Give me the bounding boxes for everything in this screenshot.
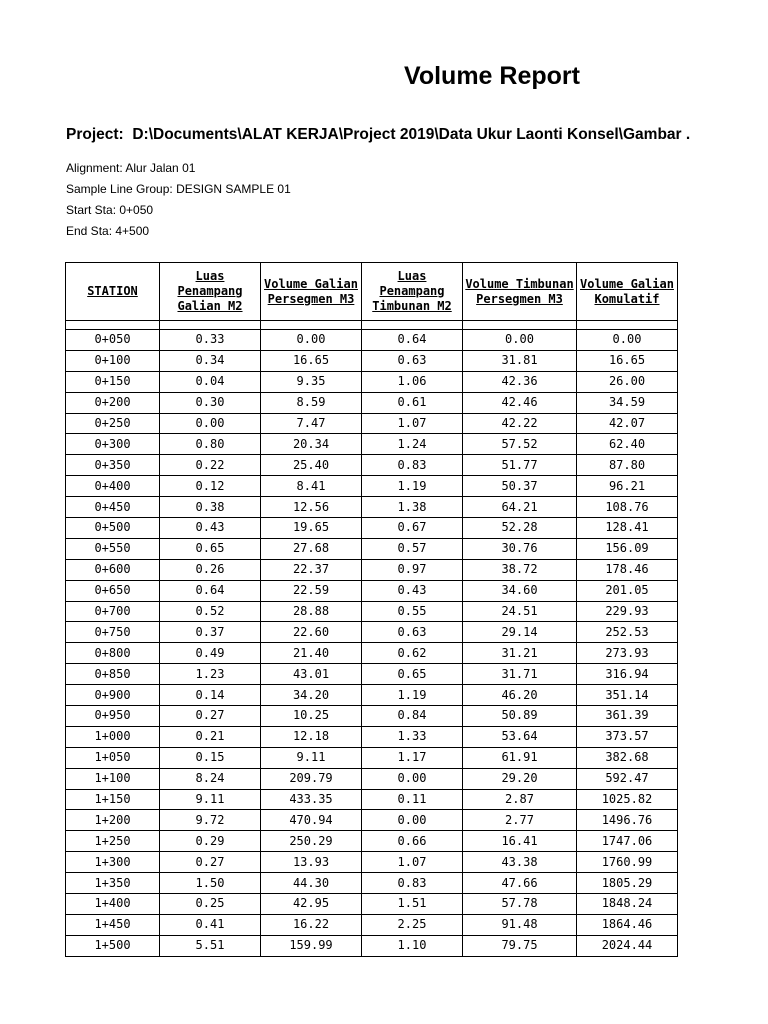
- cell-luas-timbunan: 0.83: [362, 873, 463, 894]
- cell-luas-timbunan: 0.64: [362, 330, 463, 351]
- cell-luas-timbunan: 0.11: [362, 789, 463, 810]
- cell-luas-timbunan: 0.57: [362, 538, 463, 559]
- table-row: [66, 434, 678, 455]
- cell-luas-timbunan: 0.63: [362, 350, 463, 371]
- cell-luas-galian: 0.27: [160, 706, 261, 727]
- cell-volume-komulatif: 178.46: [577, 559, 678, 580]
- cell-volume-timbunan: 31.71: [463, 664, 577, 685]
- cell-luas-timbunan: 1.17: [362, 747, 463, 768]
- cell-volume-galian: 0.00: [261, 330, 362, 351]
- cell-luas-timbunan: 0.83: [362, 455, 463, 476]
- cell-volume-galian: 10.25: [261, 706, 362, 727]
- cell-volume-galian: 7.47: [261, 413, 362, 434]
- cell-station: 0+700: [66, 601, 160, 622]
- cell-volume-timbunan: 2.87: [463, 789, 577, 810]
- cell-volume-timbunan: 50.89: [463, 706, 577, 727]
- cell-station: 0+850: [66, 664, 160, 685]
- cell-luas-galian: 0.22: [160, 455, 261, 476]
- cell-luas-galian: 1.23: [160, 664, 261, 685]
- header-luas-timbunan: Luas Penampang Timbunan M2: [362, 263, 463, 321]
- cell-station: 1+350: [66, 873, 160, 894]
- cell-station: 1+250: [66, 831, 160, 852]
- cell-volume-galian: 44.30: [261, 873, 362, 894]
- cell-volume-timbunan: 51.77: [463, 455, 577, 476]
- cell-luas-timbunan: 1.06: [362, 371, 463, 392]
- cell-luas-galian: 0.04: [160, 371, 261, 392]
- cell-volume-galian: 16.65: [261, 350, 362, 371]
- cell-luas-timbunan: 0.61: [362, 392, 463, 413]
- cell-volume-galian: 34.20: [261, 685, 362, 706]
- cell-volume-timbunan: 61.91: [463, 747, 577, 768]
- cell-volume-galian: 159.99: [261, 935, 362, 956]
- cell-station: 0+100: [66, 350, 160, 371]
- table-row: [66, 643, 678, 664]
- table-header-row: [66, 263, 678, 321]
- header-volume-galian: Volume Galian Persegmen M3: [261, 263, 362, 321]
- cell-volume-galian: 22.60: [261, 622, 362, 643]
- project-label: Project:: [66, 126, 124, 143]
- table-row: [66, 476, 678, 497]
- cell-volume-galian: 13.93: [261, 852, 362, 873]
- cell-station: 1+000: [66, 726, 160, 747]
- cell-volume-timbunan: 53.64: [463, 726, 577, 747]
- cell-station: 0+200: [66, 392, 160, 413]
- cell-volume-galian: 19.65: [261, 518, 362, 539]
- cell-volume-galian: 9.35: [261, 371, 362, 392]
- spacer-cell: [577, 321, 678, 330]
- cell-station: 1+200: [66, 810, 160, 831]
- cell-volume-galian: 20.34: [261, 434, 362, 455]
- alignment-line: Alignment: Alur Jalan 01: [66, 161, 196, 175]
- cell-volume-komulatif: 1864.46: [577, 914, 678, 935]
- cell-luas-timbunan: 0.55: [362, 601, 463, 622]
- table-row: [66, 914, 678, 935]
- cell-luas-galian: 9.11: [160, 789, 261, 810]
- cell-luas-timbunan: 0.63: [362, 622, 463, 643]
- cell-volume-timbunan: 52.28: [463, 518, 577, 539]
- cell-station: 1+500: [66, 935, 160, 956]
- cell-volume-timbunan: 42.22: [463, 413, 577, 434]
- cell-volume-galian: 9.11: [261, 747, 362, 768]
- cell-luas-galian: 0.26: [160, 559, 261, 580]
- cell-volume-timbunan: 24.51: [463, 601, 577, 622]
- cell-luas-timbunan: 1.07: [362, 852, 463, 873]
- table-row: [66, 601, 678, 622]
- cell-volume-timbunan: 34.60: [463, 580, 577, 601]
- cell-volume-timbunan: 64.21: [463, 497, 577, 518]
- cell-station: 0+550: [66, 538, 160, 559]
- cell-volume-komulatif: 0.00: [577, 330, 678, 351]
- cell-luas-galian: 0.49: [160, 643, 261, 664]
- cell-luas-galian: 0.65: [160, 538, 261, 559]
- volume-table: [65, 262, 678, 957]
- spacer-cell: [66, 321, 160, 330]
- cell-luas-galian: 0.30: [160, 392, 261, 413]
- cell-luas-galian: 9.72: [160, 810, 261, 831]
- cell-station: 0+900: [66, 685, 160, 706]
- table-row: [66, 559, 678, 580]
- cell-volume-timbunan: 38.72: [463, 559, 577, 580]
- table-row: [66, 330, 678, 351]
- cell-volume-timbunan: 31.81: [463, 350, 577, 371]
- cell-volume-komulatif: 201.05: [577, 580, 678, 601]
- cell-station: 1+150: [66, 789, 160, 810]
- cell-luas-galian: 0.41: [160, 914, 261, 935]
- cell-volume-komulatif: 16.65: [577, 350, 678, 371]
- cell-luas-timbunan: 0.62: [362, 643, 463, 664]
- cell-station: 1+450: [66, 914, 160, 935]
- cell-volume-komulatif: 229.93: [577, 601, 678, 622]
- cell-volume-komulatif: 1760.99: [577, 852, 678, 873]
- cell-station: 0+400: [66, 476, 160, 497]
- spacer-cell: [160, 321, 261, 330]
- spacer-cell: [261, 321, 362, 330]
- table-row: [66, 894, 678, 915]
- cell-volume-galian: 12.18: [261, 726, 362, 747]
- cell-volume-komulatif: 382.68: [577, 747, 678, 768]
- cell-luas-galian: 8.24: [160, 768, 261, 789]
- cell-volume-galian: 209.79: [261, 768, 362, 789]
- cell-volume-komulatif: 156.09: [577, 538, 678, 559]
- cell-volume-galian: 16.22: [261, 914, 362, 935]
- table-row: [66, 747, 678, 768]
- cell-luas-galian: 0.12: [160, 476, 261, 497]
- cell-volume-galian: 22.37: [261, 559, 362, 580]
- cell-volume-timbunan: 91.48: [463, 914, 577, 935]
- cell-luas-timbunan: 0.43: [362, 580, 463, 601]
- cell-luas-galian: 0.00: [160, 413, 261, 434]
- cell-luas-galian: 0.38: [160, 497, 261, 518]
- table-row: [66, 810, 678, 831]
- cell-luas-timbunan: 1.33: [362, 726, 463, 747]
- cell-volume-timbunan: 43.38: [463, 852, 577, 873]
- spacer-cell: [362, 321, 463, 330]
- cell-station: 1+400: [66, 894, 160, 915]
- cell-luas-galian: 0.52: [160, 601, 261, 622]
- cell-luas-timbunan: 0.97: [362, 559, 463, 580]
- table-row: [66, 580, 678, 601]
- cell-luas-timbunan: 0.84: [362, 706, 463, 727]
- cell-volume-timbunan: 2.77: [463, 810, 577, 831]
- cell-station: 1+300: [66, 852, 160, 873]
- table-row: [66, 726, 678, 747]
- cell-luas-galian: 1.50: [160, 873, 261, 894]
- table-row: [66, 706, 678, 727]
- cell-luas-galian: 0.80: [160, 434, 261, 455]
- cell-volume-komulatif: 1747.06: [577, 831, 678, 852]
- cell-volume-timbunan: 29.14: [463, 622, 577, 643]
- cell-luas-galian: 0.29: [160, 831, 261, 852]
- cell-volume-galian: 27.68: [261, 538, 362, 559]
- table-row: [66, 685, 678, 706]
- cell-volume-komulatif: 34.59: [577, 392, 678, 413]
- cell-volume-komulatif: 1025.82: [577, 789, 678, 810]
- cell-station: 0+500: [66, 518, 160, 539]
- cell-volume-galian: 42.95: [261, 894, 362, 915]
- header-volume-timbunan: Volume Timbunan Persegmen M3: [463, 263, 577, 321]
- cell-volume-galian: 250.29: [261, 831, 362, 852]
- cell-station: 0+050: [66, 330, 160, 351]
- project-line: [66, 126, 690, 144]
- cell-volume-galian: 25.40: [261, 455, 362, 476]
- cell-luas-timbunan: 1.38: [362, 497, 463, 518]
- cell-volume-galian: 22.59: [261, 580, 362, 601]
- cell-volume-galian: 470.94: [261, 810, 362, 831]
- cell-volume-timbunan: 42.46: [463, 392, 577, 413]
- table-row: [66, 831, 678, 852]
- cell-volume-timbunan: 50.37: [463, 476, 577, 497]
- cell-station: 0+800: [66, 643, 160, 664]
- cell-volume-komulatif: 42.07: [577, 413, 678, 434]
- cell-luas-timbunan: 2.25: [362, 914, 463, 935]
- table-row: [66, 497, 678, 518]
- cell-station: 0+150: [66, 371, 160, 392]
- end-station-line: End Sta: 4+500: [66, 224, 150, 238]
- cell-volume-timbunan: 47.66: [463, 873, 577, 894]
- cell-luas-galian: 0.21: [160, 726, 261, 747]
- cell-volume-timbunan: 57.78: [463, 894, 577, 915]
- table-row: [66, 789, 678, 810]
- cell-volume-galian: 28.88: [261, 601, 362, 622]
- cell-luas-galian: 0.27: [160, 852, 261, 873]
- cell-luas-galian: 5.51: [160, 935, 261, 956]
- cell-volume-galian: 8.59: [261, 392, 362, 413]
- cell-luas-timbunan: 0.00: [362, 810, 463, 831]
- cell-luas-timbunan: 1.07: [362, 413, 463, 434]
- cell-volume-galian: 21.40: [261, 643, 362, 664]
- cell-luas-galian: 0.34: [160, 350, 261, 371]
- cell-volume-komulatif: 96.21: [577, 476, 678, 497]
- cell-volume-komulatif: 351.14: [577, 685, 678, 706]
- cell-luas-timbunan: 0.65: [362, 664, 463, 685]
- table-row: [66, 664, 678, 685]
- cell-volume-timbunan: 0.00: [463, 330, 577, 351]
- cell-volume-komulatif: 1496.76: [577, 810, 678, 831]
- cell-volume-timbunan: 29.20: [463, 768, 577, 789]
- cell-volume-galian: 8.41: [261, 476, 362, 497]
- cell-luas-galian: 0.25: [160, 894, 261, 915]
- cell-station: 0+950: [66, 706, 160, 727]
- cell-station: 0+600: [66, 559, 160, 580]
- cell-volume-timbunan: 46.20: [463, 685, 577, 706]
- cell-volume-komulatif: 361.39: [577, 706, 678, 727]
- start-station-line: Start Sta: 0+050: [66, 203, 154, 217]
- table-row: [66, 350, 678, 371]
- cell-luas-timbunan: 1.51: [362, 894, 463, 915]
- table-row: [66, 768, 678, 789]
- cell-volume-timbunan: 16.41: [463, 831, 577, 852]
- cell-volume-komulatif: 273.93: [577, 643, 678, 664]
- cell-volume-komulatif: 62.40: [577, 434, 678, 455]
- cell-volume-timbunan: 57.52: [463, 434, 577, 455]
- cell-station: 0+450: [66, 497, 160, 518]
- cell-luas-timbunan: 1.10: [362, 935, 463, 956]
- cell-station: 0+350: [66, 455, 160, 476]
- cell-volume-timbunan: 31.21: [463, 643, 577, 664]
- cell-luas-galian: 0.64: [160, 580, 261, 601]
- table-row: [66, 518, 678, 539]
- table-row: [66, 413, 678, 434]
- table-row: [66, 935, 678, 956]
- cell-volume-komulatif: 128.41: [577, 518, 678, 539]
- table-row: [66, 371, 678, 392]
- cell-luas-galian: 0.14: [160, 685, 261, 706]
- spacer-cell: [463, 321, 577, 330]
- cell-luas-timbunan: 0.00: [362, 768, 463, 789]
- table-body: [66, 330, 678, 957]
- cell-volume-komulatif: 2024.44: [577, 935, 678, 956]
- cell-volume-galian: 433.35: [261, 789, 362, 810]
- project-path: D:\Documents\ALAT KERJA\Project 2019\Data Ukur Laonti Konsel\Gambar .: [132, 126, 691, 143]
- cell-volume-galian: 12.56: [261, 497, 362, 518]
- cell-volume-komulatif: 252.53: [577, 622, 678, 643]
- cell-volume-timbunan: 30.76: [463, 538, 577, 559]
- cell-volume-komulatif: 592.47: [577, 768, 678, 789]
- table-row: [66, 873, 678, 894]
- cell-luas-galian: 0.15: [160, 747, 261, 768]
- header-luas-galian: Luas Penampang Galian M2: [160, 263, 261, 321]
- cell-volume-galian: 43.01: [261, 664, 362, 685]
- cell-station: 1+050: [66, 747, 160, 768]
- table-row: [66, 852, 678, 873]
- cell-station: 1+100: [66, 768, 160, 789]
- sample-line-group-line: Sample Line Group: DESIGN SAMPLE 01: [66, 182, 291, 196]
- table-row: [66, 392, 678, 413]
- cell-luas-galian: 0.37: [160, 622, 261, 643]
- cell-station: 0+250: [66, 413, 160, 434]
- cell-station: 0+750: [66, 622, 160, 643]
- table-row: [66, 622, 678, 643]
- header-volume-komulatif: Volume Galian Komulatif: [577, 263, 678, 321]
- cell-volume-komulatif: 316.94: [577, 664, 678, 685]
- table-row: [66, 538, 678, 559]
- cell-luas-timbunan: 1.24: [362, 434, 463, 455]
- cell-volume-komulatif: 108.76: [577, 497, 678, 518]
- cell-luas-timbunan: 1.19: [362, 476, 463, 497]
- table-row: [66, 455, 678, 476]
- cell-volume-komulatif: 1805.29: [577, 873, 678, 894]
- cell-volume-timbunan: 79.75: [463, 935, 577, 956]
- cell-station: 0+300: [66, 434, 160, 455]
- report-title: Volume Report: [404, 62, 580, 90]
- cell-luas-timbunan: 0.66: [362, 831, 463, 852]
- cell-volume-komulatif: 26.00: [577, 371, 678, 392]
- header-spacer-row: [66, 321, 678, 330]
- cell-luas-galian: 0.33: [160, 330, 261, 351]
- cell-station: 0+650: [66, 580, 160, 601]
- header-station: STATION: [66, 263, 160, 321]
- cell-volume-timbunan: 42.36: [463, 371, 577, 392]
- cell-volume-komulatif: 87.80: [577, 455, 678, 476]
- cell-luas-timbunan: 0.67: [362, 518, 463, 539]
- cell-volume-komulatif: 1848.24: [577, 894, 678, 915]
- cell-luas-timbunan: 1.19: [362, 685, 463, 706]
- cell-luas-galian: 0.43: [160, 518, 261, 539]
- cell-volume-komulatif: 373.57: [577, 726, 678, 747]
